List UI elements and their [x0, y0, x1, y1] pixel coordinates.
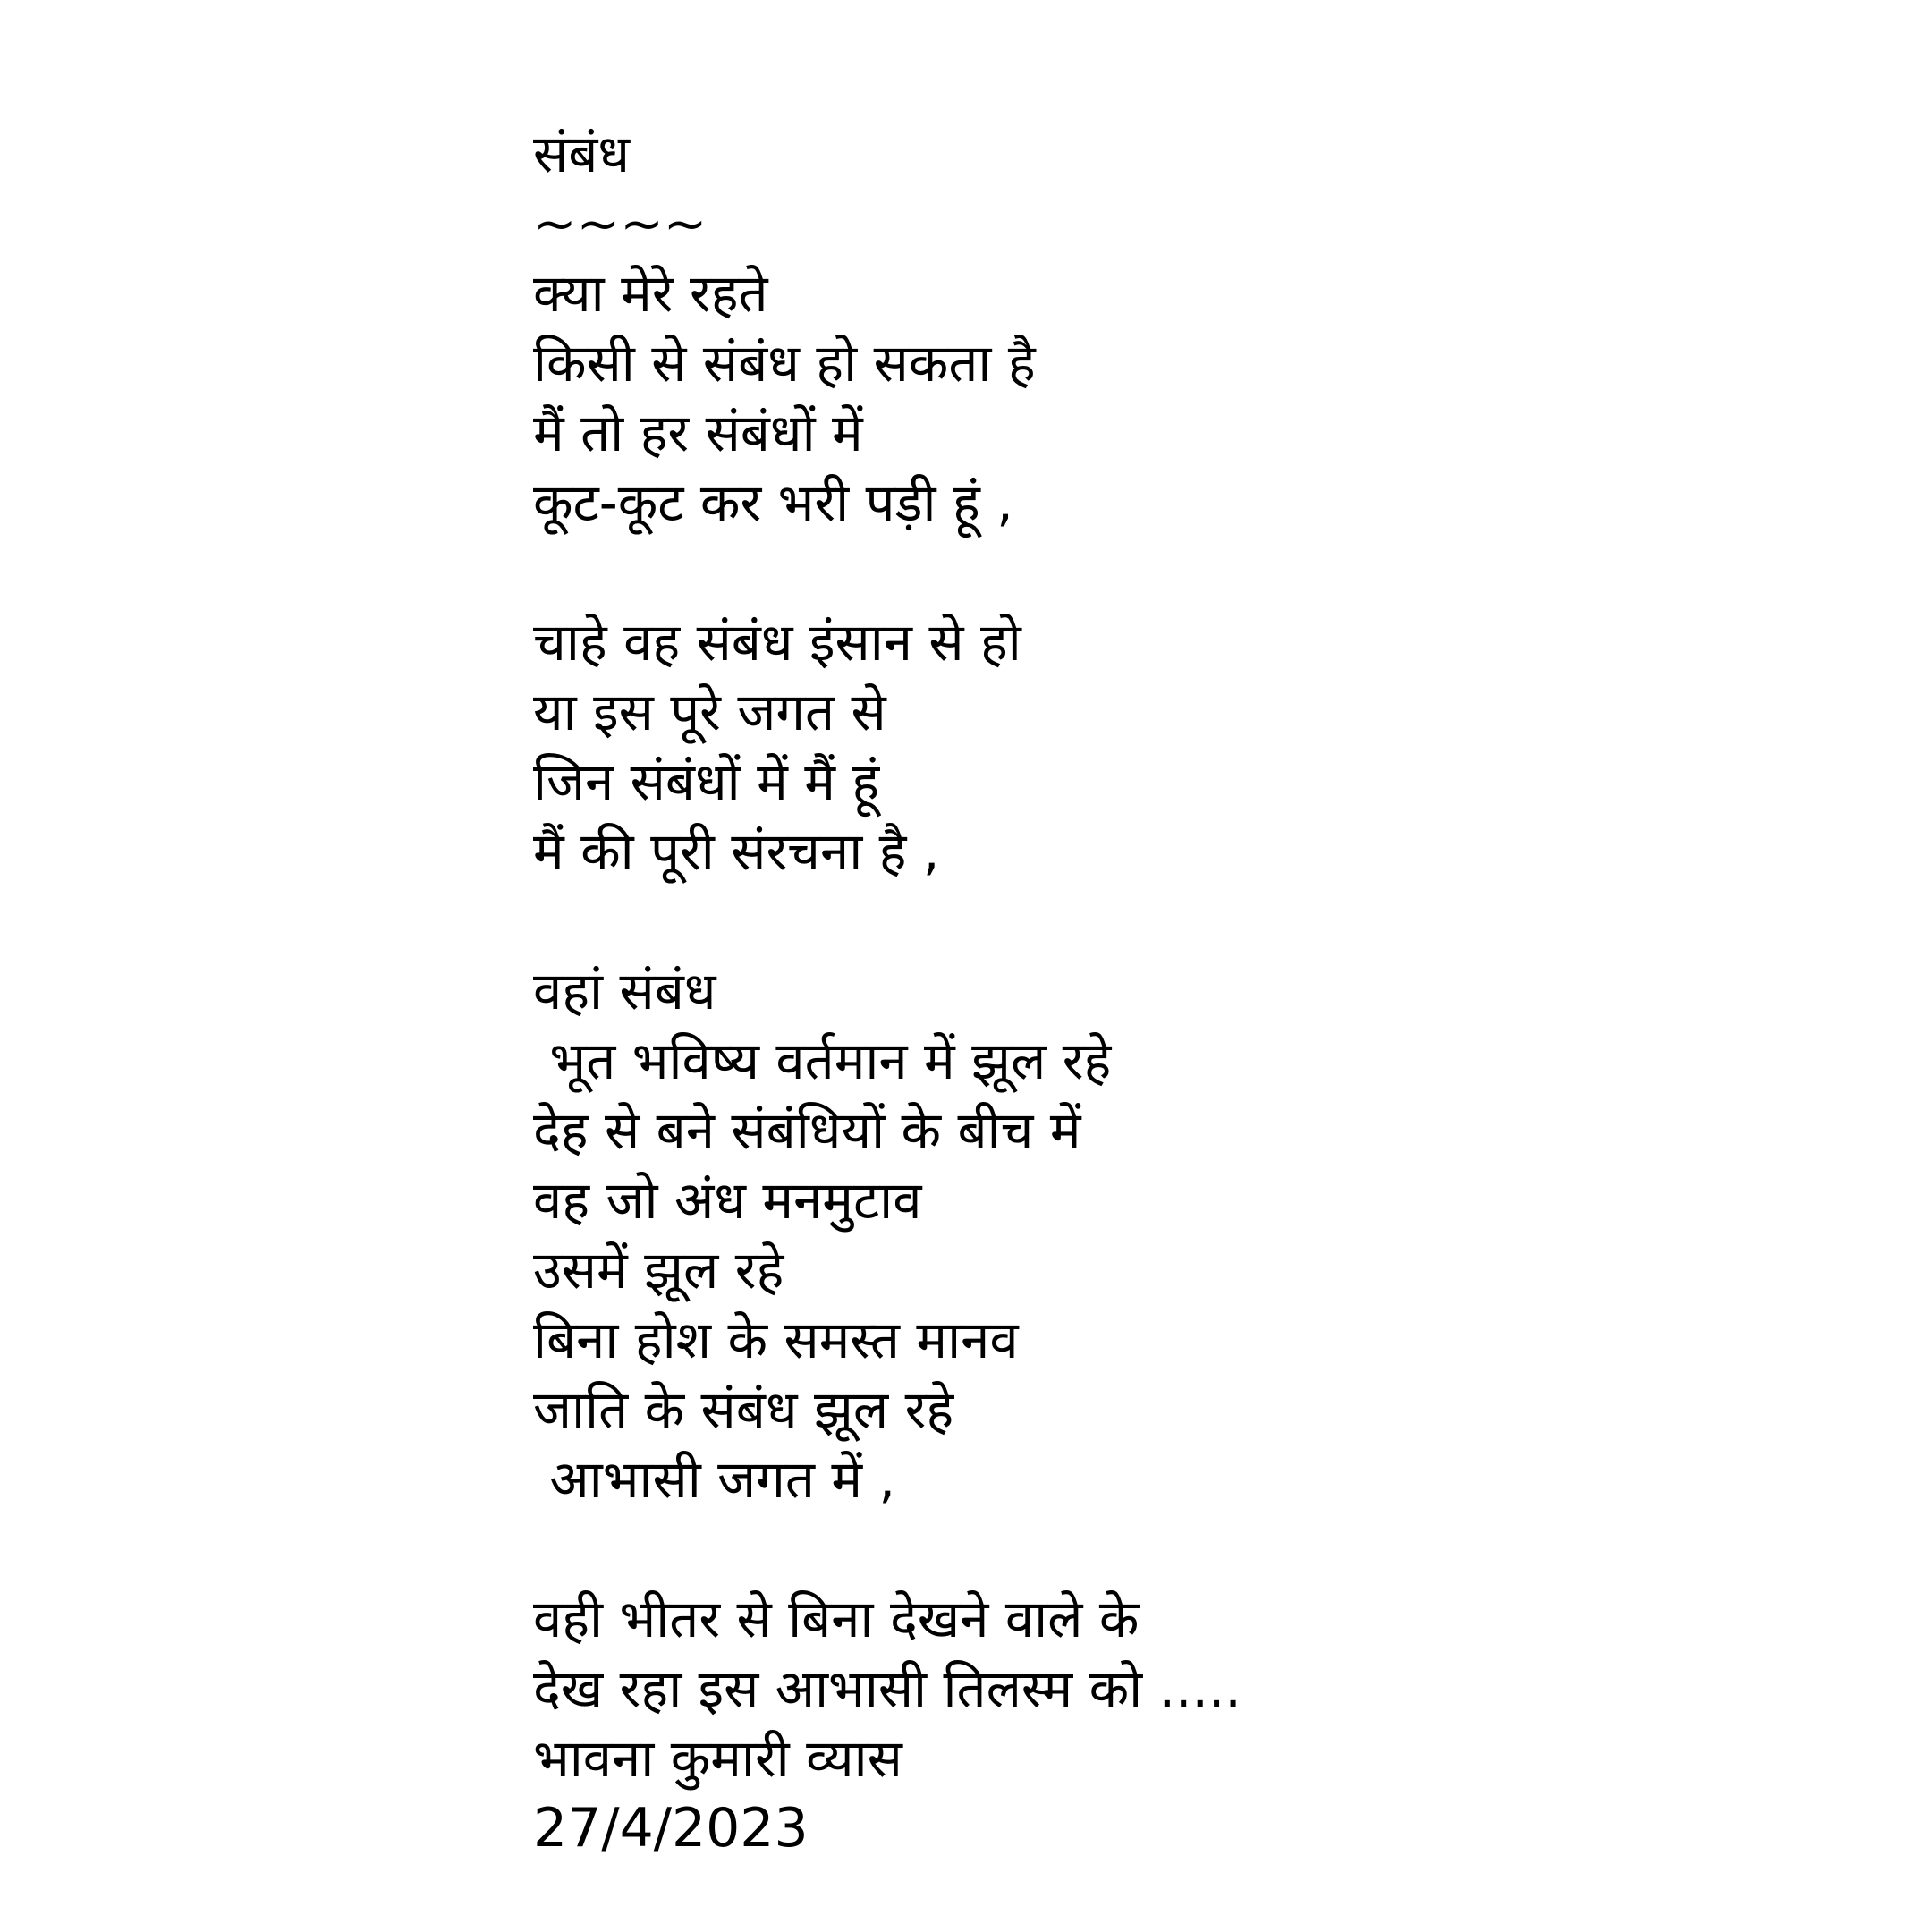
poem-line: वह जो अंध मनमुटाव — [533, 1170, 922, 1231]
poem-line: किसी से संबंध हो सकता है — [533, 333, 1036, 394]
poem-line: भूत भविष्य वर्तमान में झूल रहे — [533, 1030, 1112, 1091]
poem-line: देख रहा इस आभासी तिलस्म को ..... — [533, 1658, 1241, 1719]
poem-line: वहां संबंध — [533, 961, 716, 1021]
poem-line: मैं की पूरी संरचना है , — [533, 821, 940, 882]
poem-line: आभासी जगत में , — [533, 1449, 895, 1510]
poem-line: क्या मेरे रहते — [533, 263, 768, 324]
poem-line: या इस पूरे जगत से — [533, 682, 886, 742]
poem-line: उसमें झूल रहे — [533, 1240, 784, 1301]
poem — [533, 119, 1875, 1863]
poem-date: 27/4/2023 — [533, 1797, 809, 1860]
stanza-gap — [533, 538, 1875, 607]
title-divider: ~~~~ — [533, 193, 708, 254]
stanza-gap — [533, 886, 1875, 956]
poem-line: चाहे वह संबंध इंसान से हो — [533, 612, 1021, 673]
poem-line: बिना होश के समस्त मानव — [533, 1309, 1019, 1370]
stanza-gap — [533, 1514, 1875, 1584]
poem-line: मैं तो हर संबंधों में — [533, 402, 863, 463]
poem-line: कूट-कूट कर भरी पड़ी हूं , — [533, 472, 1013, 533]
poem-line: देह से बने संबंधियों के बीच में — [533, 1100, 1081, 1161]
poem-line: जाति के संबंध झूल रहे — [533, 1379, 954, 1440]
poem-line: वही भीतर से बिना देखने वाले के — [533, 1589, 1140, 1649]
poem-line: जिन संबंधों में मैं हूं — [533, 751, 880, 812]
poem-title: संबंध — [533, 123, 630, 184]
author-name: भावना कुमारी व्यास — [533, 1728, 902, 1789]
